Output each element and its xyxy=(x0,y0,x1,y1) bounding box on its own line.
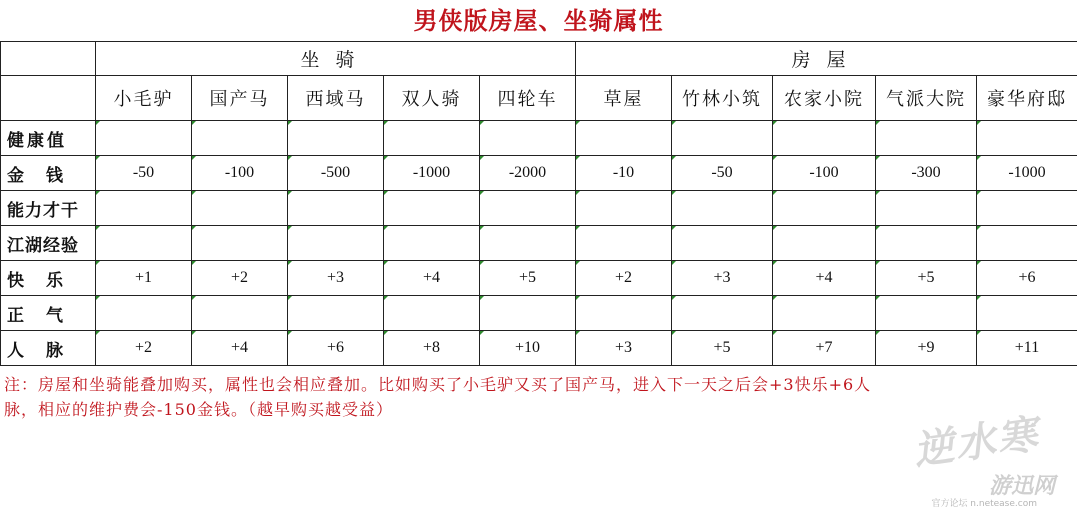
value-cell xyxy=(480,121,576,156)
value-cell xyxy=(480,226,576,261)
value-cell xyxy=(672,191,773,226)
value-cell: +5 xyxy=(876,261,977,296)
value-cell xyxy=(96,121,192,156)
value-cell xyxy=(672,226,773,261)
value-cell xyxy=(977,296,1077,331)
value-cell xyxy=(384,296,480,331)
value-cell xyxy=(977,121,1077,156)
value-cell xyxy=(773,191,876,226)
item-name: 气派大院 xyxy=(876,76,977,121)
value-cell: +6 xyxy=(977,261,1077,296)
value-cell xyxy=(96,191,192,226)
value-cell xyxy=(96,226,192,261)
row-label: 正气 xyxy=(1,296,96,331)
footnote-line-2: 脉，相应的维护费会-150金钱。（越早购买越受益） xyxy=(4,400,393,419)
value-cell xyxy=(96,296,192,331)
value-cell xyxy=(576,121,672,156)
value-cell xyxy=(288,226,384,261)
value-cell xyxy=(384,121,480,156)
group-header-houses: 房屋 xyxy=(576,42,1077,76)
item-name: 豪华府邸 xyxy=(977,76,1077,121)
value-cell: +4 xyxy=(773,261,876,296)
item-name: 四轮车 xyxy=(480,76,576,121)
item-name: 小毛驴 xyxy=(96,76,192,121)
value-cell xyxy=(977,226,1077,261)
item-name-row xyxy=(1,76,1077,121)
attribute-row-ability xyxy=(1,191,1077,226)
item-name: 西域马 xyxy=(288,76,384,121)
value-cell: +4 xyxy=(192,331,288,366)
value-cell xyxy=(576,226,672,261)
value-cell xyxy=(773,296,876,331)
value-cell: +8 xyxy=(384,331,480,366)
item-name: 双人骑 xyxy=(384,76,480,121)
value-cell xyxy=(384,191,480,226)
value-cell xyxy=(192,226,288,261)
item-name: 农家小院 xyxy=(773,76,876,121)
footnote-line-1: 注：房屋和坐骑能叠加购买，属性也会相应叠加。比如购买了小毛驴又买了国产马，进入下一天之后会+3快乐+6人 xyxy=(4,375,872,394)
attribute-row-money xyxy=(1,156,1077,191)
value-cell: -1000 xyxy=(977,156,1077,191)
value-cell: +3 xyxy=(288,261,384,296)
value-cell: +11 xyxy=(977,331,1077,366)
value-cell xyxy=(192,121,288,156)
value-cell xyxy=(576,191,672,226)
attribute-row-health xyxy=(1,121,1077,156)
value-cell xyxy=(288,296,384,331)
row-label: 快乐 xyxy=(1,261,96,296)
value-cell: +5 xyxy=(480,261,576,296)
row-label: 健康值 xyxy=(1,121,96,156)
value-cell: +3 xyxy=(576,331,672,366)
row-label: 江湖经验 xyxy=(1,226,96,261)
value-cell: -100 xyxy=(773,156,876,191)
value-cell xyxy=(876,191,977,226)
value-cell xyxy=(288,191,384,226)
row-label: 人脉 xyxy=(1,331,96,366)
item-name: 竹林小筑 xyxy=(672,76,773,121)
value-cell: +2 xyxy=(192,261,288,296)
value-cell xyxy=(576,296,672,331)
value-cell: -100 xyxy=(192,156,288,191)
value-cell xyxy=(773,121,876,156)
value-cell xyxy=(480,296,576,331)
value-cell: +1 xyxy=(96,261,192,296)
value-cell: -50 xyxy=(672,156,773,191)
value-cell: +2 xyxy=(96,331,192,366)
site-watermark xyxy=(867,411,1067,511)
attribute-row-happiness xyxy=(1,261,1077,296)
value-cell: +2 xyxy=(576,261,672,296)
value-cell: -1000 xyxy=(384,156,480,191)
value-cell xyxy=(672,121,773,156)
attribute-row-connections xyxy=(1,331,1077,366)
value-cell xyxy=(480,191,576,226)
item-name: 草屋 xyxy=(576,76,672,121)
row-label: 能力才干 xyxy=(1,191,96,226)
value-cell xyxy=(192,296,288,331)
attribute-row-experience xyxy=(1,226,1077,261)
page-title: 男侠版房屋、坐骑属性 xyxy=(413,6,664,35)
value-cell: -500 xyxy=(288,156,384,191)
value-cell xyxy=(384,226,480,261)
value-cell: -50 xyxy=(96,156,192,191)
value-cell: -10 xyxy=(576,156,672,191)
value-cell xyxy=(192,191,288,226)
value-cell xyxy=(672,296,773,331)
value-cell xyxy=(876,296,977,331)
row-label: 金钱 xyxy=(1,156,96,191)
value-cell: -2000 xyxy=(480,156,576,191)
value-cell: +7 xyxy=(773,331,876,366)
watermark-calligraphy: 逆水寒 xyxy=(910,410,1043,475)
group-header-row xyxy=(1,42,1077,76)
corner-cell xyxy=(1,42,96,76)
item-name: 国产马 xyxy=(192,76,288,121)
value-cell: +10 xyxy=(480,331,576,366)
value-cell xyxy=(977,191,1077,226)
value-cell: +9 xyxy=(876,331,977,366)
watermark-brand: 游迅网 xyxy=(988,474,1055,499)
value-cell xyxy=(876,121,977,156)
value-cell: +3 xyxy=(672,261,773,296)
value-cell xyxy=(773,226,876,261)
value-cell: -300 xyxy=(876,156,977,191)
attribute-row-righteousness xyxy=(1,296,1077,331)
corner-cell xyxy=(1,76,96,121)
value-cell: +5 xyxy=(672,331,773,366)
value-cell xyxy=(876,226,977,261)
attribute-table xyxy=(0,41,1077,366)
group-header-mounts: 坐骑 xyxy=(96,42,576,76)
value-cell: +4 xyxy=(384,261,480,296)
value-cell xyxy=(288,121,384,156)
value-cell: +6 xyxy=(288,331,384,366)
watermark-url: 官方论坛 n.netease.com xyxy=(931,499,1037,509)
